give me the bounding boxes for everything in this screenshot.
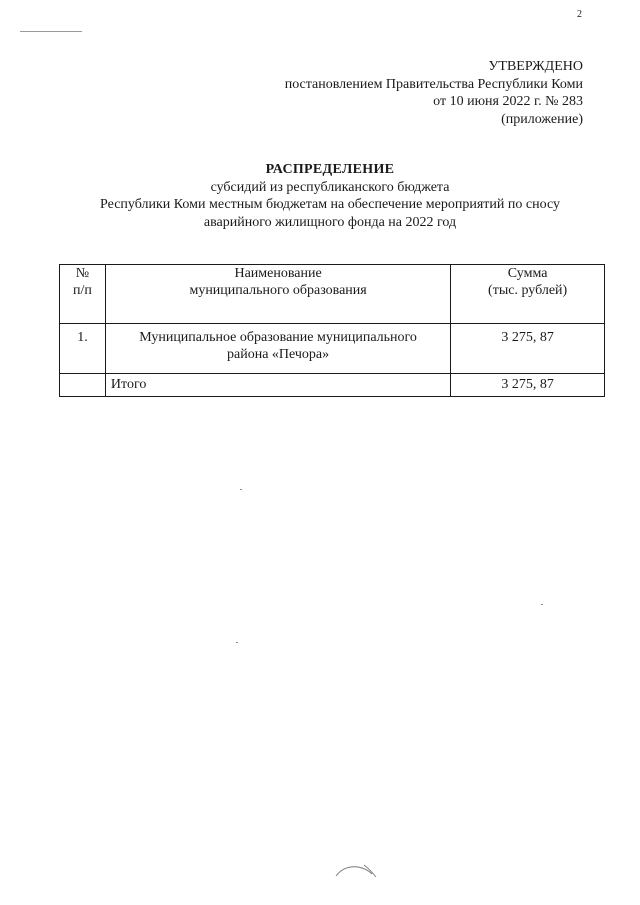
total-sum: 3 275, 87 (451, 374, 605, 397)
header-number-line-1: № (75, 266, 90, 281)
header-name (105, 265, 450, 324)
header-name-line-1: Наименование (234, 266, 322, 281)
row-sum: 3 275, 87 (451, 324, 605, 374)
scan-speck (541, 604, 543, 605)
signature-mark-icon (334, 862, 380, 880)
approval-annex: (приложение) (501, 111, 583, 127)
row-municipality (105, 324, 450, 374)
header-number (60, 265, 106, 324)
table-total-row (60, 374, 605, 397)
scan-speck (236, 642, 238, 643)
row-municipality-line-2: района «Печора» (227, 347, 330, 362)
document-subtitle-line-2: Республики Коми местным бюджетам на обеспечение мероприятий по сносу (100, 197, 560, 212)
header-name-line-2: муниципального образования (189, 283, 367, 298)
approval-date-number: от 10 июня 2022 г. № 283 (433, 94, 583, 109)
row-municipality-line-1: Муниципальное образование муниципального (139, 330, 417, 345)
page-number: 2 (577, 9, 582, 20)
table-row (60, 324, 605, 374)
scan-speck (240, 489, 242, 490)
document-heading (40, 161, 620, 231)
header-sum (451, 265, 605, 324)
table-header-row (60, 265, 605, 324)
document-title: РАСПРЕДЕЛЕНИЕ (265, 162, 395, 177)
distribution-table (59, 264, 605, 397)
row-number: 1. (60, 324, 106, 374)
approval-block (285, 58, 583, 128)
scan-artifact-line (20, 31, 82, 32)
total-number-cell (60, 374, 106, 397)
document-subtitle-line-1: субсидий из республиканского бюджета (210, 179, 450, 195)
approval-stamp: УТВЕРЖДЕНО (488, 59, 583, 74)
header-number-line-2: п/п (73, 283, 92, 298)
document-subtitle-line-3: аварийного жилищного фонда на 2022 год (203, 214, 457, 230)
total-label: Итого (105, 374, 450, 397)
header-sum-line-1: Сумма (507, 266, 548, 281)
approval-decree: постановлением Правительства Республики Коми (284, 76, 583, 92)
header-sum-line-2: (тыс. рублей) (488, 283, 568, 298)
